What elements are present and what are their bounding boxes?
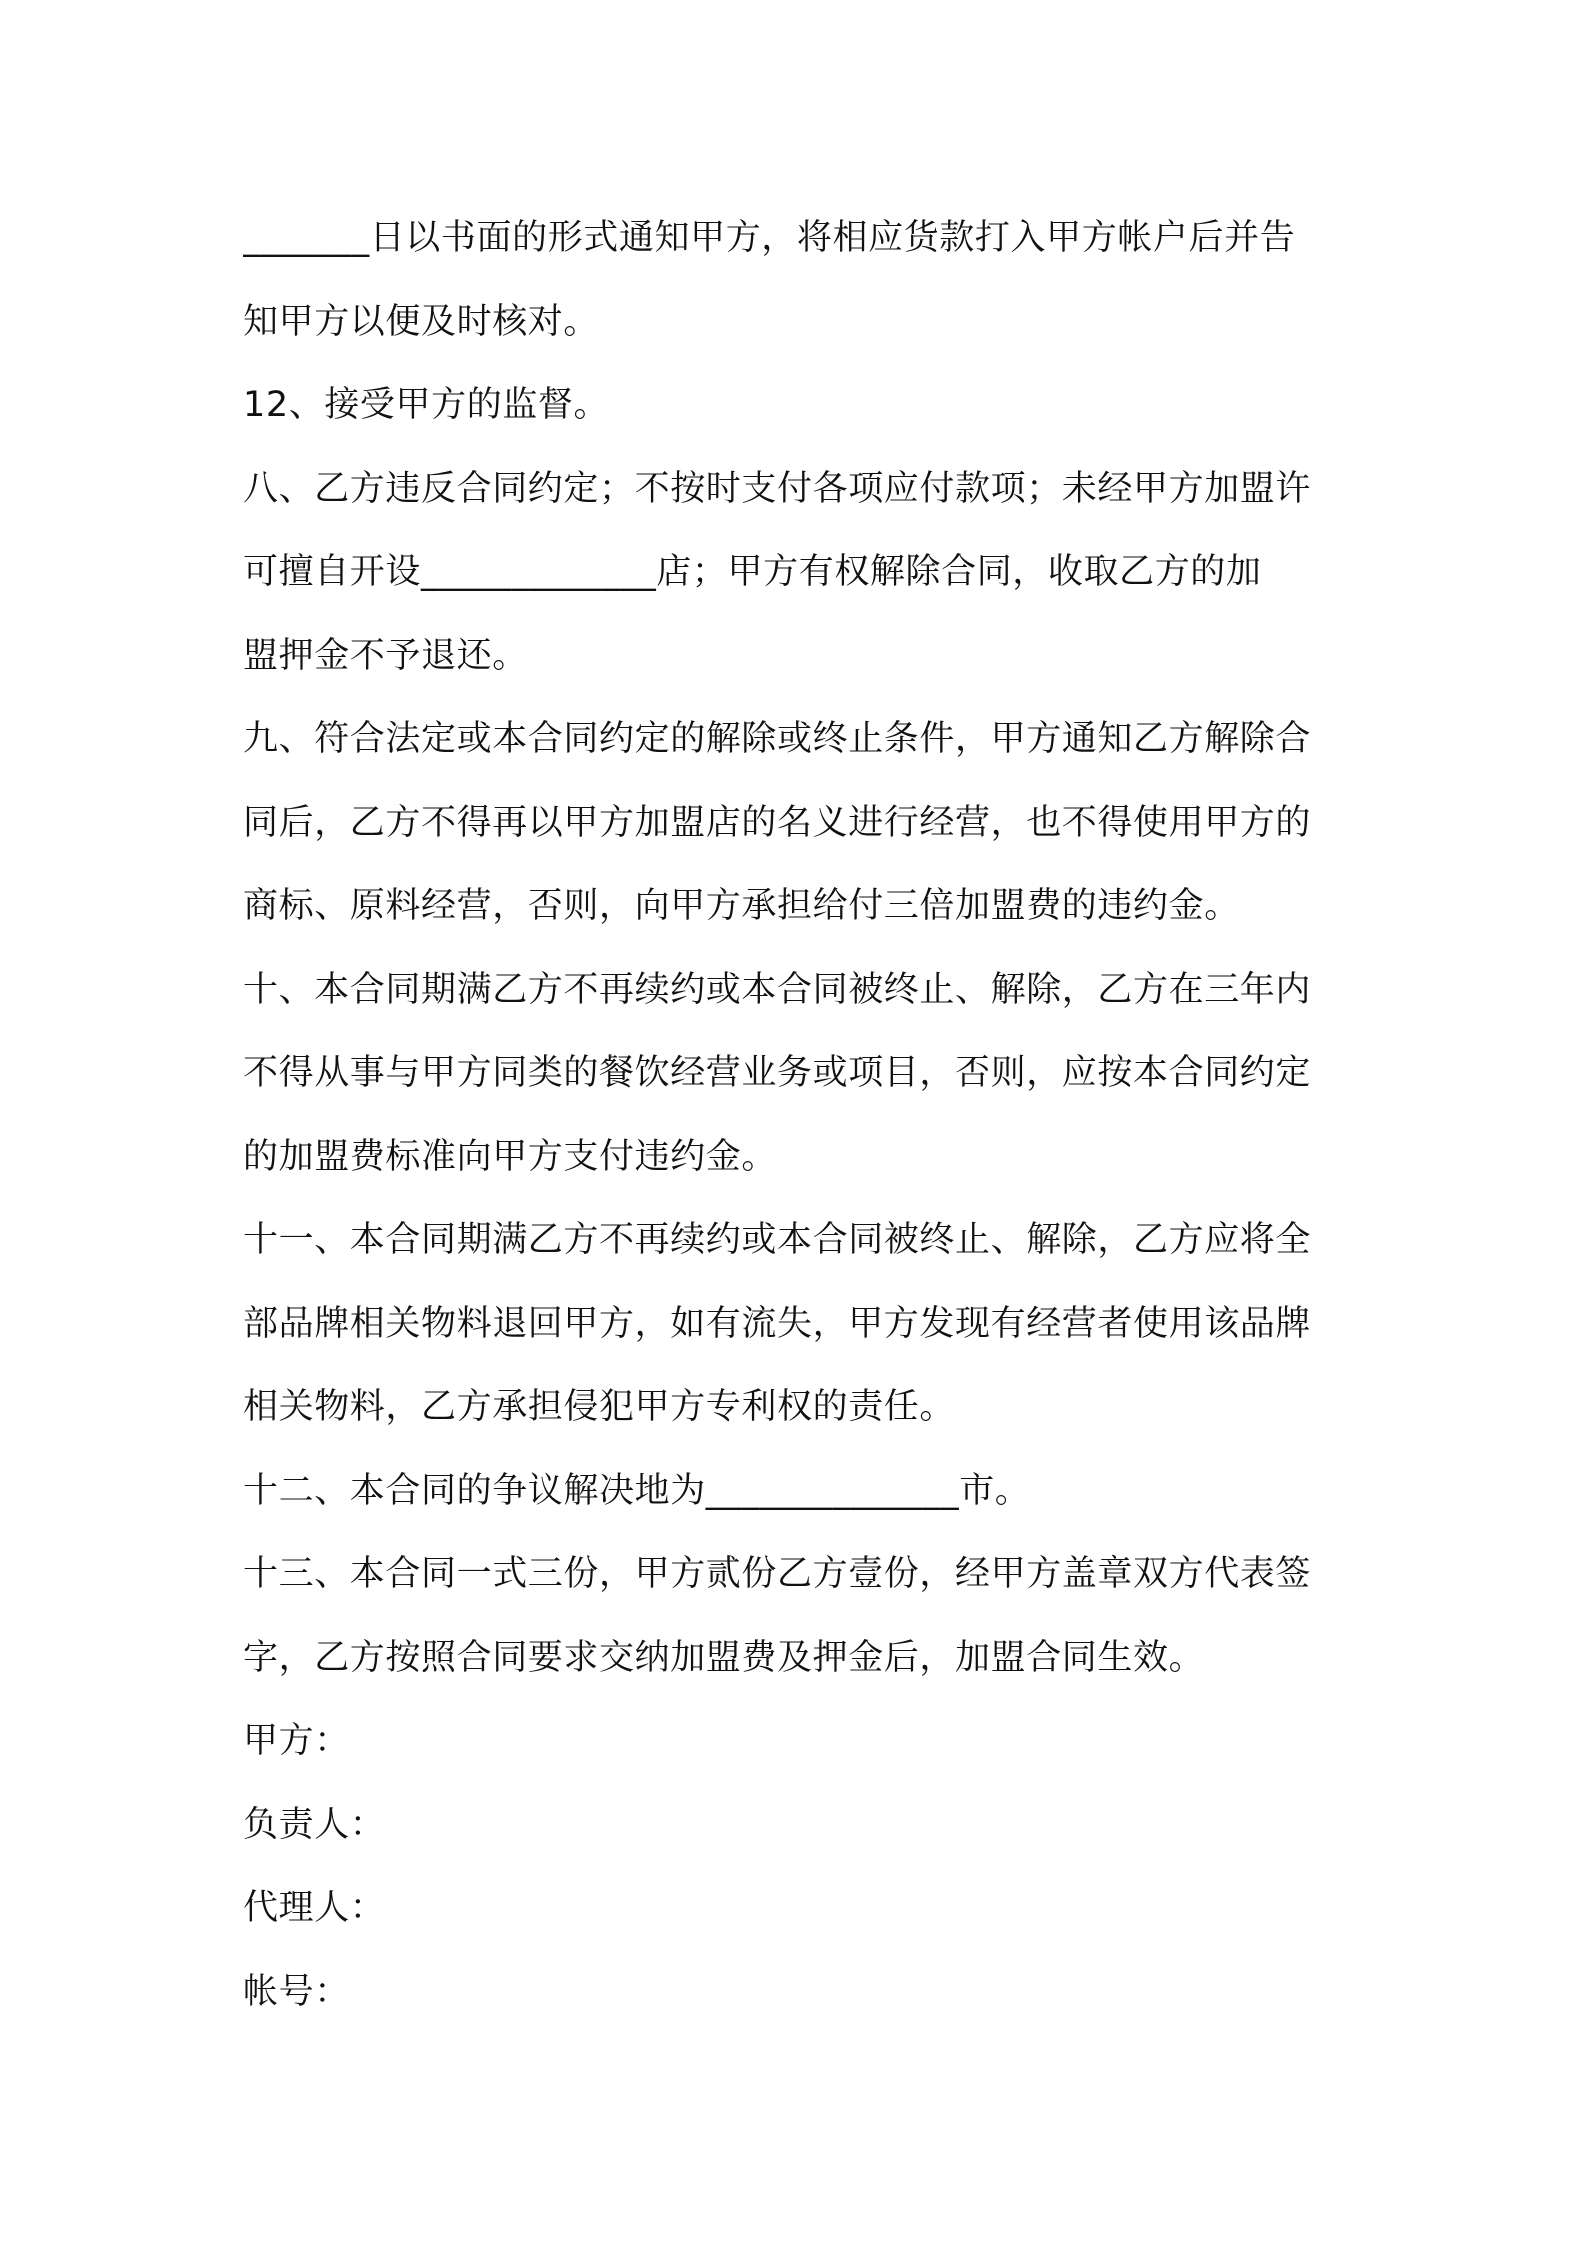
text-line: 不得从事与甲方同类的餐饮经营业务或项目，否则，应按本合同约定 (243, 1053, 1312, 1093)
text-line: 盟押金不予退还。 (243, 635, 528, 676)
text-line: 十、本合同期满乙方不再续约或本合同被终止、解除，乙方在三年内 (243, 969, 1312, 1010)
text-line: 八、乙方违反合同约定；不按时支付各项应付款项；未经甲方加盟许 (243, 468, 1312, 509)
document-body (243, 197, 1353, 2034)
text-line: 相关物料，乙方承担侵犯甲方专利权的责任。 (243, 1387, 956, 1427)
text-line: 部品牌相关物料退回甲方，如有流失，甲方发现有经营者使用该品牌 (243, 1303, 1312, 1344)
text-line: _______日以书面的形式通知甲方，将相应货款打入甲方帐户后并告 (243, 218, 1296, 258)
agent-label: 代理人： (243, 1888, 386, 1928)
text-line: 十一、本合同期满乙方不再续约或本合同被终止、解除，乙方应将全 (243, 1220, 1312, 1260)
text-line: 同后，乙方不得再以甲方加盟店的名义进行经营，也不得使用甲方的 (243, 802, 1312, 843)
text-line: 商标、原料经营，否则，向甲方承担给付三倍加盟费的违约金。 (243, 886, 1240, 926)
responsible-person-label: 负责人： (243, 1804, 386, 1845)
text-line: 十三、本合同一式三份，甲方贰份乙方壹份，经甲方盖章双方代表签 (243, 1554, 1312, 1594)
text-line: 的加盟费标准向甲方支付违约金。 (243, 1136, 778, 1177)
text-line: 可擅自开设_____________店；甲方有权解除合同，收取乙方的加 (243, 552, 1262, 592)
text-line: 知甲方以便及时核对。 (243, 301, 600, 342)
text-line: 字，乙方按照合同要求交纳加盟费及押金后，加盟合同生效。 (243, 1637, 1205, 1678)
text-line: 12、接受甲方的监督。 (243, 385, 610, 425)
text-line: 九、符合法定或本合同约定的解除或终止条件，甲方通知乙方解除合 (243, 719, 1312, 759)
account-number-label: 帐号： (243, 1971, 350, 2012)
party-a-label: 甲方： (243, 1721, 350, 1761)
text-line: 十二、本合同的争议解决地为______________市。 (243, 1470, 1031, 1511)
